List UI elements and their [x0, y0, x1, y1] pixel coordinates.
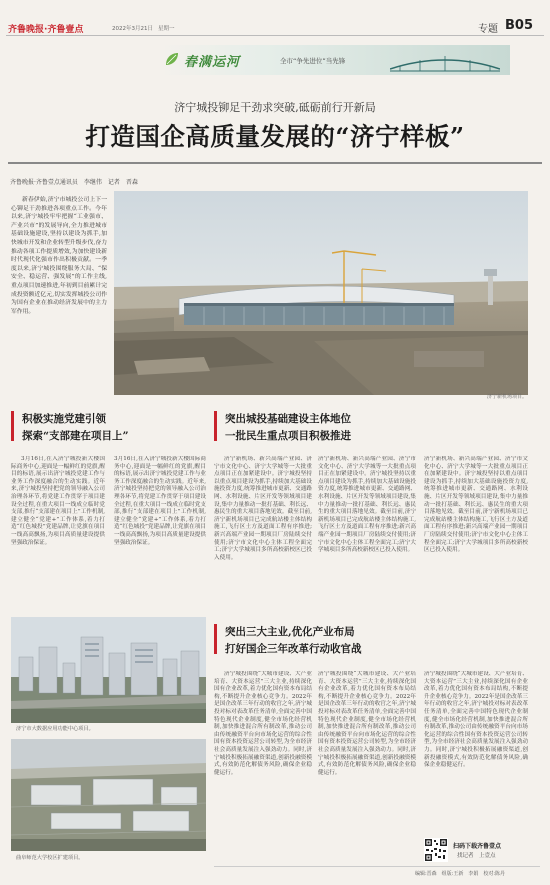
section1-marker — [11, 411, 14, 441]
section1-title-line2: 探索“支部建在项目上” — [22, 430, 129, 442]
section2-body-col3: 济宁新机场、新兴高端产业园、济宁市文化中心、济宁大学城等一大批重点项目正在加紧建设中。济宁城投坚持以重点项目建设为抓手,持续加大基础设施投资力度,统筹推进城市更新、交通路网、水利设施、片区开发等领域项目建设,集中力量推动一批打基础、利长远、惠民生的重大项目落地见效。截至目前,济宁新机场项目已完成航站楼主体结构施工,飞行区土方及道面工程有序推进;新兴高端产业园一期项目厂房陆续交付使用;济宁市文化中心主体工程全面完工;济宁大学城项目多所高校新校区已投入使用。 — [424, 456, 528, 554]
section3-title-line2: 打好国企三年改革行动收官战 — [225, 643, 362, 655]
section2-body-col2: 济宁新机场、新兴高端产业园、济宁市文化中心、济宁大学城等一大批重点项目正在加紧建设中。济宁城投坚持以重点项目建设为抓手,持续加大基础设施投资力度,统筹推进城市更新、交通路网、水利设施、片区开发等领域项目建设,集中力量推动一批打基础、利长远、惠民生的重大项目落地见效。截至目前,济宁新机场项目已完成航站楼主体结构施工,飞行区土方及道面工程有序推进;新兴高端产业园一期项目厂房陆续交付使用;济宁市文化中心主体工程全面完工;济宁大学城项目多所高校新校区已投入使用。 — [318, 456, 416, 554]
headline-title: 打造国企高质量发展的“济宁样板” — [85, 122, 465, 151]
qr-caption-line1: 扫码下载齐鲁壹点 — [453, 843, 502, 850]
station-caption: 济宁新机场项目。 — [487, 394, 528, 400]
section3-marker — [214, 624, 217, 654]
masthead-rule — [6, 35, 544, 36]
cityscape-photo — [11, 617, 206, 723]
cityscape-caption: 济宁市大数据应用功能中心项目。 — [16, 726, 94, 732]
banner-title: 春满运河 — [184, 55, 241, 70]
section-label: 专题 — [478, 24, 498, 35]
airport-terminal-photo — [114, 191, 528, 395]
page-number: B05 — [505, 18, 533, 33]
section3-body-col2: 济宁城投围绕“大城市建设、大产业培育、大资本运营”三大主业,持续深化国有企业改革,着力优化国有资本布局结构,不断提升企业核心竞争力。2022年是国企改革三年行动的收官之年,济宁城投对标对表改革任务清单,全面完善中国特色现代企业制度,健全市场化经营机制,加快推进混合所有制改革,推动公司由传统融资平台向市场化运营的综合性国有资本投资运营公司转型,为全市经济社会高质量发展注入强劲动力。同时,济宁城投积极拓展融资渠道,创新投融资模式,有效防范化解债务风险,确保企业稳健运行。 — [318, 671, 416, 776]
headline-rule — [8, 162, 542, 164]
section2-title-line2: 一批民生重点项目积极推进 — [225, 430, 351, 442]
section3-title-line1: 突出三大主业,优化产业布局 — [225, 626, 355, 638]
section2-body-col1: 济宁新机场、新兴高端产业园、济宁市文化中心、济宁大学城等一大批重点项目正在加紧建设中。济宁城投坚持以重点项目建设为抓手,持续加大基础设施投资力度,统筹推进城市更新、交通路网、水利设施、片区开发等领域项目建设,集中力量推动一批打基础、利长远、惠民生的重大项目落地见效。截至目前,济宁新机场项目已完成航站楼主体结构施工,飞行区土方及道面工程有序推进;新兴高端产业园一期项目厂房陆续交付使用;济宁市文化中心主体工程全面完工;济宁大学城项目多所高校新校区已投入使用。 — [214, 456, 312, 561]
masthead-weekday: 星期一 — [158, 26, 175, 32]
qr-caption-line2: 找记者 上壹点 — [457, 853, 496, 859]
campus-caption: 曲阜师范大学校区扩建项目。 — [16, 855, 84, 861]
lead-text: 新春伊始,济宁市城投公司上下一心铆足干劲推进各项重点工作。今年以来,济宁城投牢牢把握“工业强市、产业兴市”的发展导向,全力推进城市基础设施建设,坚持以建设为抓手,加快城市开发和企业转型升级步伐,奋力推动各项工作提质增效,为加快建设新时代现代化强市作出积极贡献。一季度以来,济宁城投围绕服务大局、“保安全、稳运营、强发展”的工作主线,重点项目加速推进,年初到目前累计完成投资额近亿元,切实发挥城投公司作为国有企业在推动经济发展中的主力军作用。 — [11, 197, 107, 315]
section1-body-col2: 3月16日,在入济宁城投新大楼国际商务中心,迎面是一幅鲜红的党旗,醒目的标语,展示出济宁城投党建工作与业务工作深度融合的生动实践。近年来,济宁城投坚持把党的领导融入公司治理各环节,将党建工作贯穿于项目建设全过程,在重大项目一线成立临时党支部,推行“支部建在项目上”工作机制,建立健全“党建+”工作体系,着力打造“红色城投”党建品牌,让党旗在项目一线高高飘扬,为项目高质量建设提供坚强政治保证。 — [114, 456, 206, 546]
section1-body-col1: 3月16日,在入济宁城投新大楼国际商务中心,迎面是一幅鲜红的党旗,醒目的标语,展示出济宁城投党建工作与业务工作深度融合的生动实践。近年来,济宁城投坚持把党的领导融入公司治理各环节,将党建工作贯穿于项目建设全过程,在重大项目一线成立临时党支部,推行“支部建在项目上”工作机制,建立健全“党建+”工作体系,着力打造“红色城投”党建品牌,让党旗在项目一线高高飘扬,为项目高质量建设提供坚强政治保证。 — [11, 456, 105, 546]
section3-body-col1: 济宁城投围绕“大城市建设、大产业培育、大资本运营”三大主业,持续深化国有企业改革,着力优化国有资本布局结构,不断提升企业核心竞争力。2022年是国企改革三年行动的收官之年,济宁城投对标对表改革任务清单,全面完善中国特色现代企业制度,健全市场化经营机制,加快推进混合所有制改革,推动公司由传统融资平台向市场化运营的综合性国有资本投资运营公司转型,为全市经济社会高质量发展注入强劲动力。同时,济宁城投积极拓展融资渠道,创新投融资模式,有效防范化解债务风险,确保企业稳健运行。 — [214, 671, 312, 776]
section1-title-line1: 积极实施党建引领 — [22, 413, 106, 425]
section2-marker — [214, 411, 217, 441]
banner-subtitle: 全市“争先进位”当先锋 — [280, 57, 346, 65]
masthead-logo: 齐鲁晚报·齐鲁壹点 — [8, 25, 84, 35]
banner-leaf-icon — [164, 51, 180, 67]
editors-credit: 编辑:晋森 组版:王新 李娟 校对:陈丹 — [415, 871, 506, 877]
section3-body-col3: 济宁城投围绕“大城市建设、大产业培育、大资本运营”三大主业,持续深化国有企业改革,着力优化国有资本布局结构,不断提升企业核心竞争力。2022年是国企改革三年行动的收官之年,济宁城投对标对表改革任务清单,全面完善中国特色现代企业制度,健全市场化经营机制,加快推进混合所有制改革,推动公司由传统融资平台向市场化运营的综合性国有资本投资运营公司转型,为全市经济社会高质量发展注入强劲动力。同时,济宁城投积极拓展融资渠道,创新投融资模式,有效防范化解债务风险,确保企业稳健运行。 — [424, 671, 528, 769]
byline: 齐鲁晚报·齐鲁壹点通讯员 李继伟 记者 晋森 — [10, 179, 138, 186]
banner — [160, 45, 510, 75]
campus-photo — [11, 739, 206, 851]
qr-code-icon[interactable] — [424, 838, 448, 862]
banner-bridge-icon — [390, 49, 500, 73]
footer-rule — [214, 866, 540, 867]
masthead-date: 2022年3月21日 — [112, 26, 153, 32]
section2-title-line1: 突出城投基础建设主体地位 — [225, 413, 351, 425]
headline-kicker: 济宁城投铆足干劲求突破,砥砺前行开新局 — [174, 101, 376, 114]
